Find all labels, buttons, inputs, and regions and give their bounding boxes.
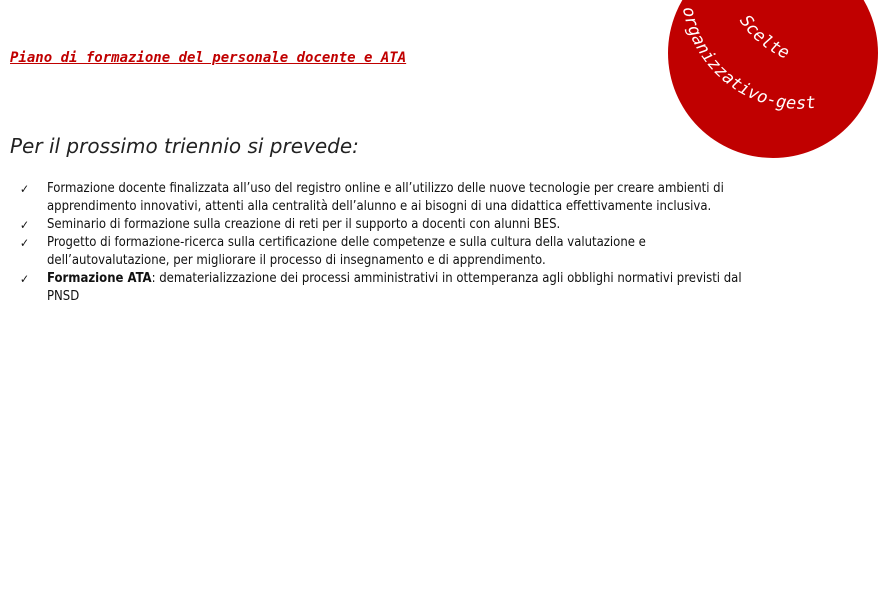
- check-icon: ✓: [20, 218, 30, 232]
- check-icon: ✓: [20, 236, 30, 250]
- list-item-bold-label: Formazione ATA: [47, 271, 152, 286]
- list-item: [20, 234, 772, 270]
- list-item: [20, 180, 772, 216]
- list-item: [20, 270, 772, 306]
- check-icon: ✓: [20, 272, 30, 286]
- check-icon: ✓: [20, 182, 30, 196]
- badge-graphic: [668, 0, 878, 158]
- list-item-text: Formazione docente finalizzata all’uso del registro online e all’utilizzo delle nuove tecnologie per creare ambienti di apprendimento innovativi, attenti alla centralità dell’alunno e ai bisogni di una didattica effettivamente inclusiva.: [47, 181, 724, 214]
- list-item-text: : dematerializzazione dei processi amministrativi in ottemperanza agli obblighi normativi previsti dal PNSD: [47, 271, 742, 304]
- badge-text-line1: Scelte: [735, 11, 793, 64]
- list-item-text: Seminario di formazione sulla creazione di reti per il supporto a docenti con alunni BES.: [47, 217, 561, 232]
- section-heading: Per il prossimo triennio si prevede:: [10, 134, 359, 158]
- section-badge: [668, 0, 878, 158]
- list-item: [20, 216, 772, 234]
- list-item-text: Progetto di formazione-ricerca sulla certificazione delle competenze e sulla cultura della valutazione e dell’autovalutazione, per migliorare il processo di insegnamento e di apprendimento.: [47, 235, 646, 268]
- badge-text-line2: organizzativo-gest: [677, 5, 817, 114]
- page-title: Piano di formazione del personale docente e ATA: [10, 50, 407, 66]
- bullet-list: [20, 180, 772, 306]
